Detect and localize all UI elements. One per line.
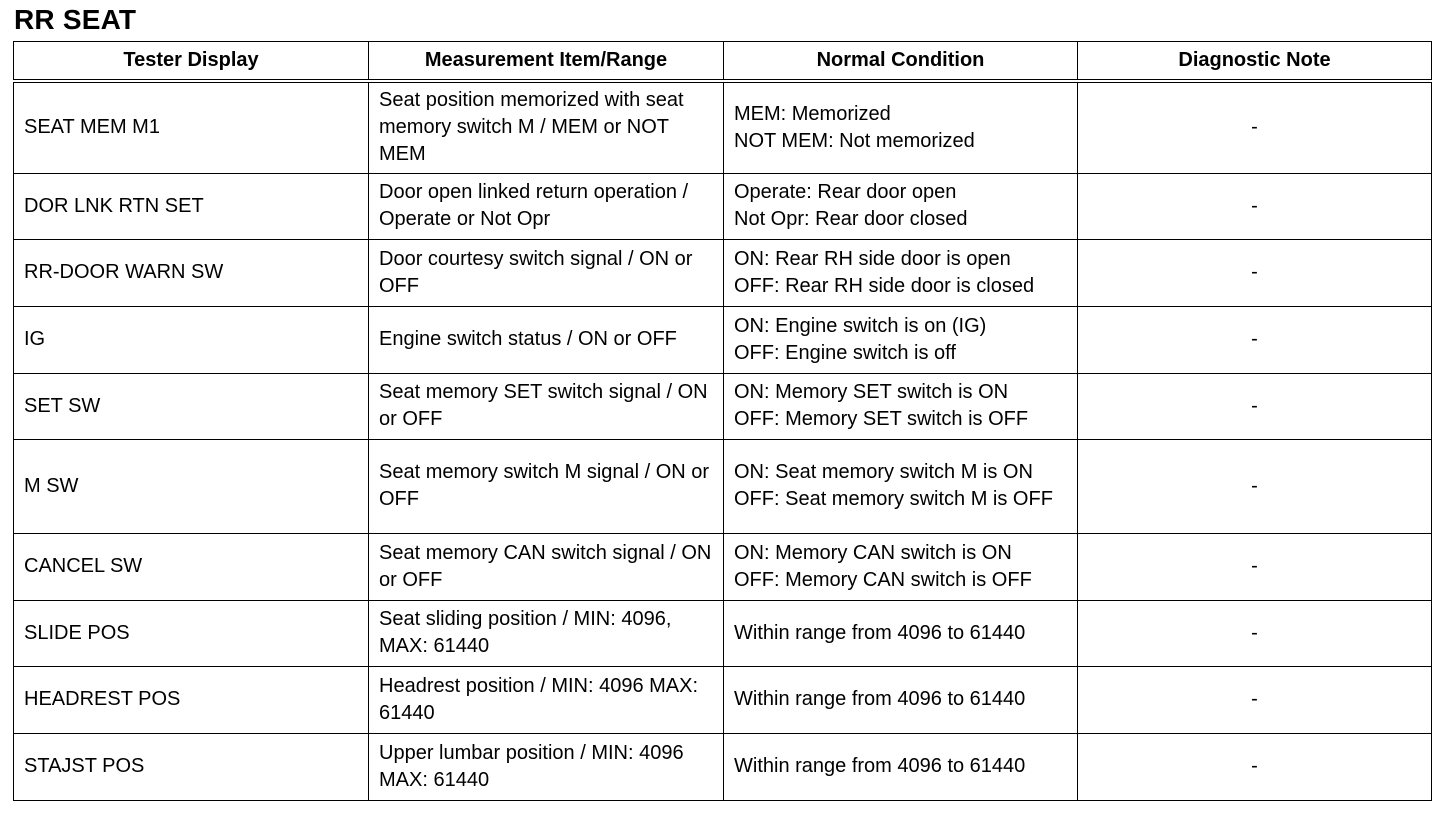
normal-condition-cell: ON: Engine switch is on (IG) OFF: Engine switch is off — [724, 306, 1078, 373]
table-header-row — [14, 42, 1432, 82]
normal-condition-cell: ON: Rear RH side door is open OFF: Rear RH side door is closed — [724, 239, 1078, 306]
diagnostic-note-cell: - — [1078, 173, 1432, 239]
table-row — [14, 733, 1432, 800]
column-header-measurement-item-range: Measurement Item/Range — [369, 42, 724, 82]
table-row — [14, 306, 1432, 373]
table-row — [14, 439, 1432, 533]
column-header-normal-condition: Normal Condition — [724, 42, 1078, 82]
measurement-cell: Seat position memorized with seat memory switch M / MEM or NOT MEM — [369, 81, 724, 173]
tester-display-cell: SEAT MEM M1 — [14, 81, 369, 173]
column-header-tester-display: Tester Display — [14, 42, 369, 82]
tester-display-cell: SET SW — [14, 373, 369, 439]
tester-display-cell: STAJST POS — [14, 733, 369, 800]
diagnostic-note-cell: - — [1078, 239, 1432, 306]
measurement-cell: Seat memory SET switch signal / ON or OFF — [369, 373, 724, 439]
measurement-cell: Door open linked return operation / Operate or Not Opr — [369, 173, 724, 239]
page-title: RR SEAT — [14, 4, 137, 35]
table-row — [14, 81, 1432, 173]
tester-display-cell: HEADREST POS — [14, 666, 369, 733]
diagnostic-note-cell: - — [1078, 81, 1432, 173]
measurement-cell: Headrest position / MIN: 4096 MAX: 61440 — [369, 666, 724, 733]
normal-condition-cell: Within range from 4096 to 61440 — [724, 666, 1078, 733]
diagnostic-note-cell: - — [1078, 600, 1432, 666]
table-row — [14, 533, 1432, 600]
tester-display-cell: CANCEL SW — [14, 533, 369, 600]
measurement-cell: Door courtesy switch signal / ON or OFF — [369, 239, 724, 306]
diagnostic-note-cell: - — [1078, 439, 1432, 533]
diagnostic-note-cell: - — [1078, 373, 1432, 439]
tester-display-cell: SLIDE POS — [14, 600, 369, 666]
normal-condition-cell: Operate: Rear door open Not Opr: Rear door closed — [724, 173, 1078, 239]
tester-display-cell: M SW — [14, 439, 369, 533]
diagnostic-note-cell: - — [1078, 733, 1432, 800]
normal-condition-cell: ON: Memory SET switch is ON OFF: Memory SET switch is OFF — [724, 373, 1078, 439]
diagnostic-note-cell: - — [1078, 306, 1432, 373]
table-row — [14, 239, 1432, 306]
diagnostic-note-cell: - — [1078, 533, 1432, 600]
normal-condition-cell: ON: Seat memory switch M is ON OFF: Seat memory switch M is OFF — [724, 439, 1078, 533]
table-row — [14, 173, 1432, 239]
measurement-cell: Seat sliding position / MIN: 4096, MAX: 61440 — [369, 600, 724, 666]
column-header-diagnostic-note: Diagnostic Note — [1078, 42, 1432, 82]
tester-display-cell: IG — [14, 306, 369, 373]
measurement-cell: Seat memory CAN switch signal / ON or OFF — [369, 533, 724, 600]
normal-condition-cell: MEM: Memorized NOT MEM: Not memorized — [724, 81, 1078, 173]
measurement-cell: Upper lumbar position / MIN: 4096 MAX: 61440 — [369, 733, 724, 800]
normal-condition-cell: Within range from 4096 to 61440 — [724, 733, 1078, 800]
tester-display-cell: RR-DOOR WARN SW — [14, 239, 369, 306]
normal-condition-cell: ON: Memory CAN switch is ON OFF: Memory CAN switch is OFF — [724, 533, 1078, 600]
tester-display-cell: DOR LNK RTN SET — [14, 173, 369, 239]
table-row — [14, 666, 1432, 733]
normal-condition-cell: Within range from 4096 to 61440 — [724, 600, 1078, 666]
measurement-cell: Seat memory switch M signal / ON or OFF — [369, 439, 724, 533]
data-table — [13, 41, 1432, 801]
measurement-cell: Engine switch status / ON or OFF — [369, 306, 724, 373]
table-row — [14, 373, 1432, 439]
diagnostic-note-cell: - — [1078, 666, 1432, 733]
table-row — [14, 600, 1432, 666]
